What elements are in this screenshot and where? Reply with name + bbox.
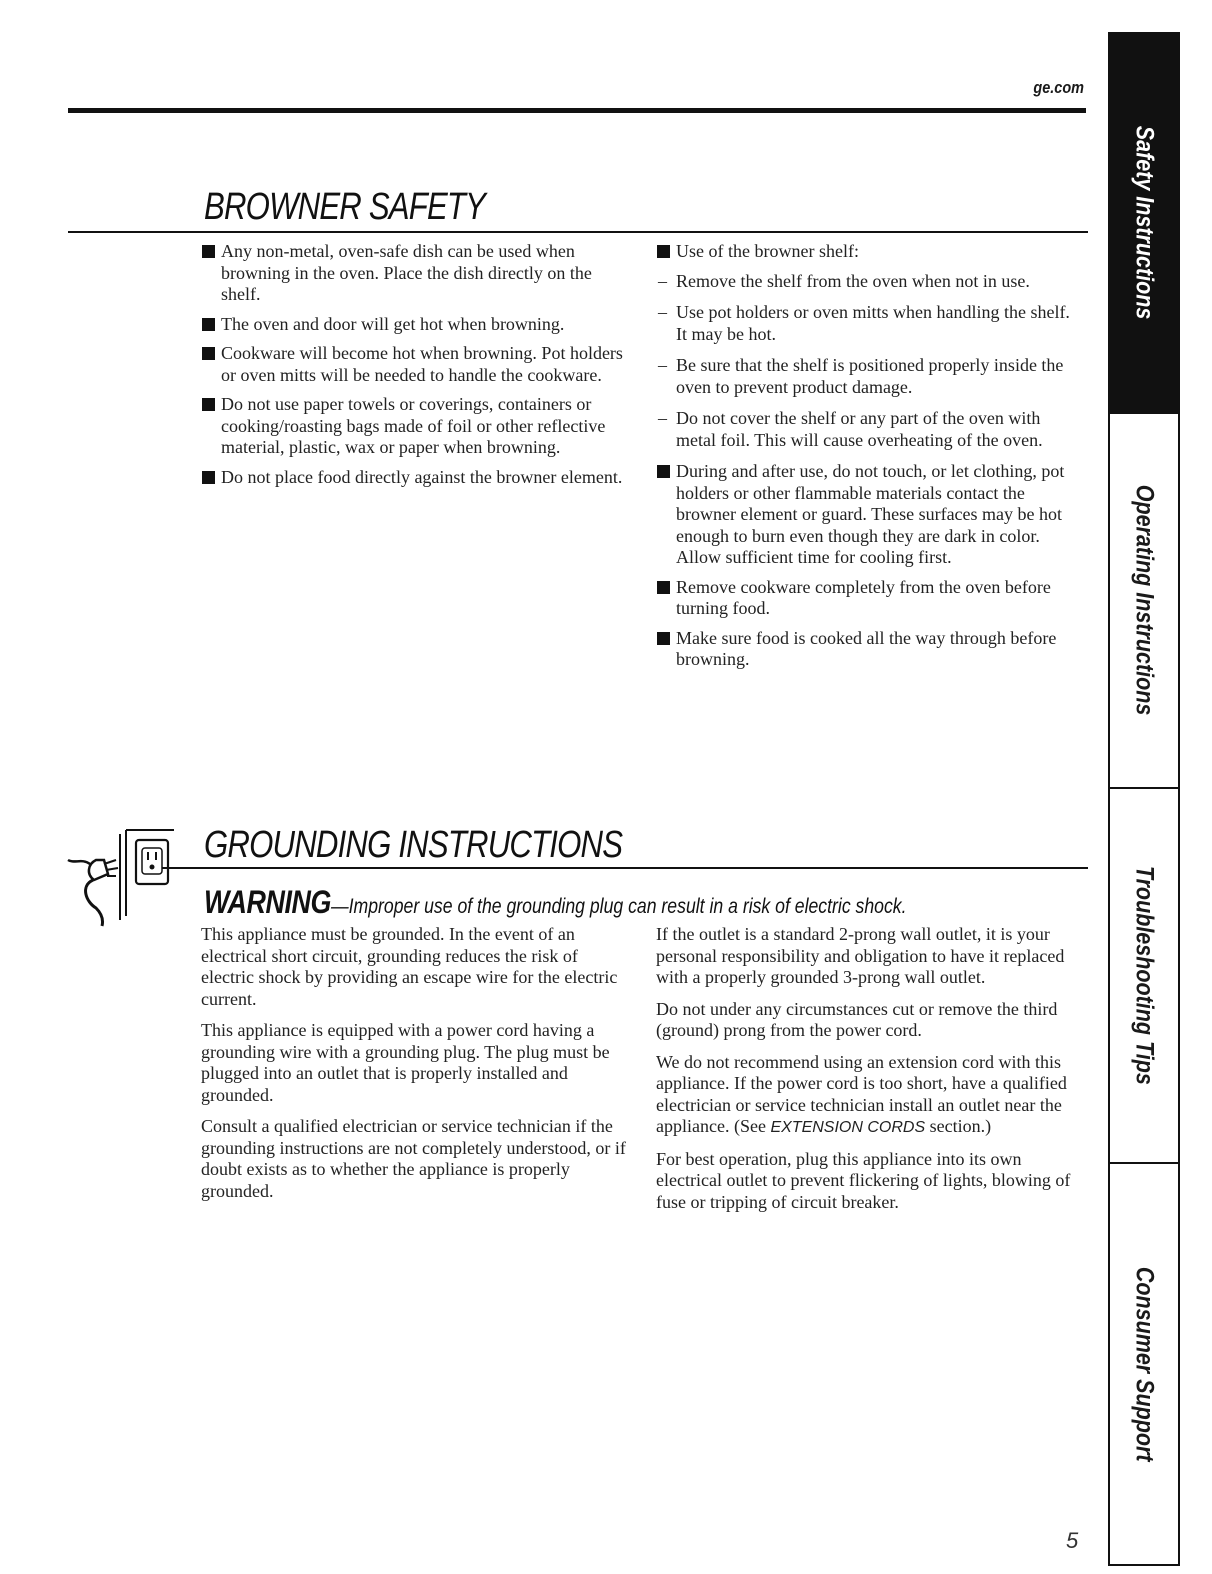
dash-icon: –	[658, 302, 667, 322]
grounding-instructions-title: GROUNDING INSTRUCTIONS	[204, 824, 623, 866]
grounding-title-rule	[162, 867, 1088, 869]
list-item: Cookware will become hot when browning. Pot holders or oven mitts will be needed to handle the cookware.	[201, 343, 629, 386]
list-item: Use of the browner shelf:	[656, 241, 1081, 263]
tab-safety-instructions[interactable]: Safety Instructions	[1110, 34, 1178, 412]
section-tab-bar	[1108, 32, 1180, 1566]
tab-operating-instructions[interactable]: Operating Instructions	[1130, 485, 1159, 716]
warning-line	[204, 884, 907, 921]
list-item: Any non-metal, oven-safe dish can be used when browning in the oven. Place the dish directly on the shelf.	[201, 241, 629, 306]
bullet-square-icon	[202, 347, 215, 360]
dash-icon: –	[658, 270, 667, 291]
grounding-left-column	[201, 924, 629, 1212]
bullet-square-icon	[657, 245, 670, 258]
sub-list-item: – Be sure that the shelf is positioned properly inside the oven to prevent product damage.	[658, 355, 1064, 397]
browner-left-column	[201, 241, 629, 496]
page-number: 5	[1066, 1528, 1079, 1553]
list-item: Make sure food is cooked all the way through before browning.	[656, 628, 1081, 671]
paragraph: We do not recommend using an extension cord with this appliance. If the power cord is too short, have a qualified electrician or service technician install an outlet near the appliance. (See EXTENSION CORDS section.)	[656, 1051, 1067, 1136]
bullet-square-icon	[202, 318, 215, 331]
dash-icon: –	[658, 355, 667, 375]
list-item: Do not use paper towels or coverings, containers or cooking/roasting bags made of foil or other reflective material, plastic, wax or paper when browning.	[201, 394, 629, 459]
bullet-square-icon	[202, 398, 215, 411]
dash-icon: –	[658, 408, 667, 428]
list-item: During and after use, do not touch, or let clothing, pot holders or other flammable materials contact the browner element or guard. These surfaces may be hot enough to burn even though they are dark in color. Allow sufficient time for cooling first.	[656, 461, 1081, 569]
bullet-square-icon	[202, 471, 215, 484]
tab-consumer-support[interactable]: Consumer Support	[1130, 1266, 1159, 1462]
site-url: ge.com	[1033, 78, 1084, 97]
extension-cords-reference: EXTENSION CORDS	[770, 1119, 926, 1136]
bullet-square-icon	[657, 465, 670, 478]
browner-title-rule	[68, 231, 1088, 233]
paragraph: This appliance is equipped with a power cord having a grounding wire with a grounding plug. The plug must be plugged into an outlet that is properly installed and grounded.	[201, 1020, 610, 1105]
list-item: The oven and door will get hot when browning.	[201, 314, 629, 336]
list-item: Do not place food directly against the browner element.	[201, 467, 629, 489]
paragraph: Consult a qualified electrician or service technician if the grounding instructions are not completely understood, or if doubt exists as to whether the appliance is properly grounded.	[201, 1116, 626, 1201]
paragraph: Do not under any circumstances cut or remove the third (ground) prong from the power cord.	[656, 998, 1058, 1040]
grounding-right-column	[656, 924, 1081, 1223]
browner-safety-title: BROWNER SAFETY	[204, 186, 486, 228]
warning-text: —Improper use of the grounding plug can result in a risk of electric shock.	[330, 895, 907, 918]
grounded-plug-outlet-icon	[60, 822, 180, 932]
warning-label: WARNING	[204, 884, 331, 920]
bullet-square-icon	[657, 581, 670, 594]
bullet-square-icon	[657, 632, 670, 645]
sub-list-item: – Use pot holders or oven mitts when handling the shelf. It may be hot.	[658, 302, 1070, 344]
tab-troubleshooting-tips[interactable]: Troubleshooting Tips	[1130, 865, 1159, 1085]
sub-list-item: – Do not cover the shelf or any part of the oven with metal foil. This will cause overheating of the oven.	[658, 408, 1043, 450]
browner-right-column	[656, 241, 1081, 679]
sub-list-item: – Remove the shelf from the oven when not in use.	[658, 270, 1030, 291]
list-item: Remove cookware completely from the oven before turning food.	[656, 577, 1081, 620]
paragraph: This appliance must be grounded. In the event of an electrical short circuit, grounding reduces the risk of electric shock by providing an escape wire for the electric current.	[201, 924, 618, 1009]
header-rule	[68, 108, 1086, 113]
paragraph: If the outlet is a standard 2-prong wall outlet, it is your personal responsibility and obligation to have it replaced with a properly grounded 3-prong wall outlet.	[656, 924, 1065, 987]
bullet-square-icon	[202, 245, 215, 258]
paragraph: For best operation, plug this appliance into its own electrical outlet to prevent flickering of lights, blowing of fuse or tripping of circuit breaker.	[656, 1148, 1071, 1212]
